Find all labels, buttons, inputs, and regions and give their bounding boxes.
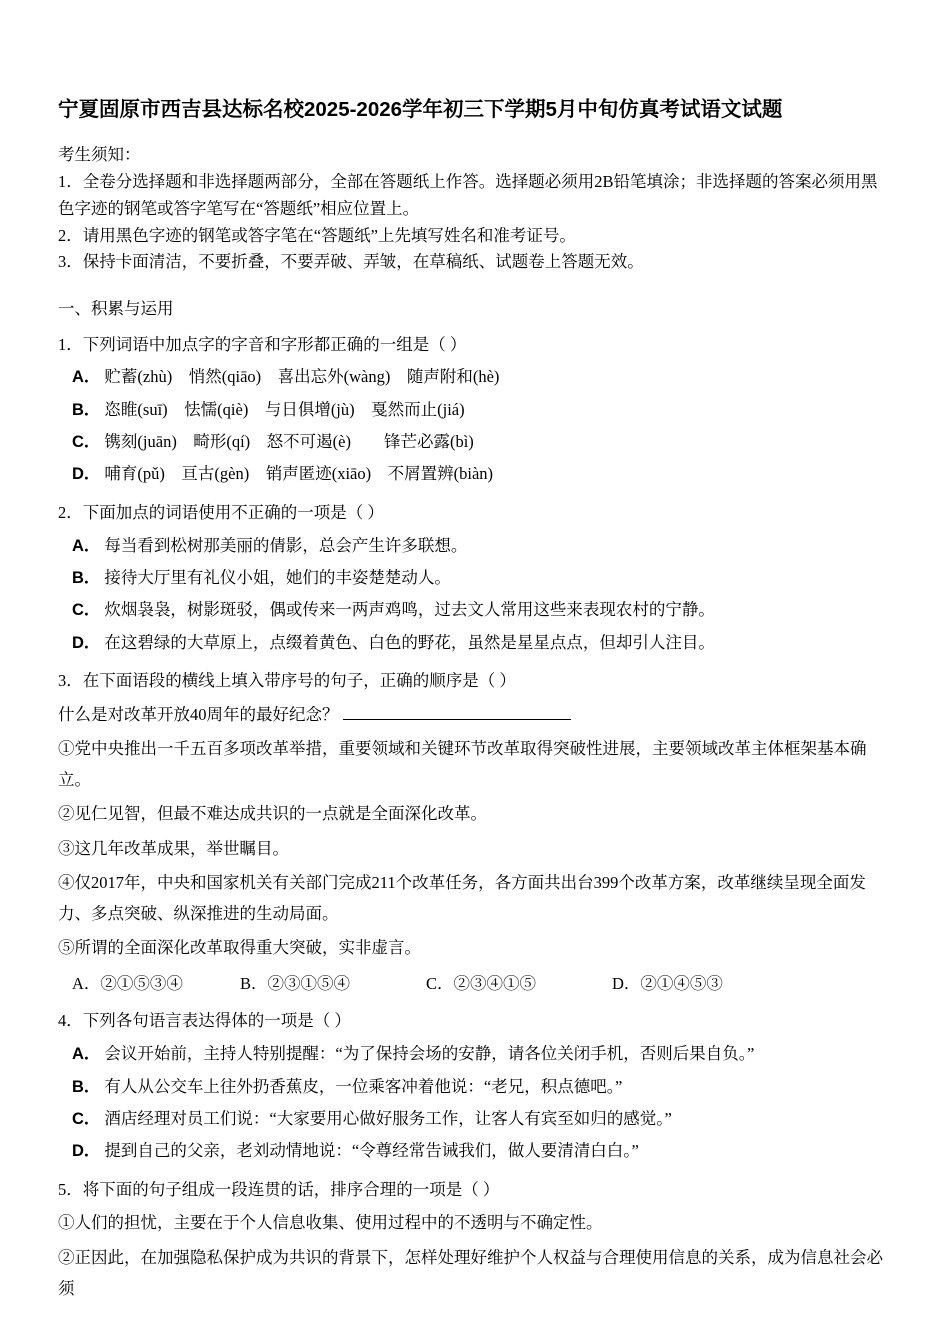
section-title: 一、积累与运用: [58, 299, 174, 319]
question-lead-text: 什么是对改革开放40周年的最好纪念？: [58, 704, 339, 724]
option-text: 会议开始前，主持人特别提醒：“为了保持会场的安静，请各位关闭手机，否则后果自负。”: [104, 1044, 755, 1064]
question-text: 下面加点的词语使用不正确的一项是（ ）: [82, 502, 384, 522]
option-b[interactable]: [240, 968, 426, 999]
notice-line-2: 2．请用黑色字迹的钢笔或答字笔在“答题纸”上先填写姓名和准考证号。: [58, 225, 576, 245]
option-d[interactable]: [72, 627, 892, 659]
option-label: D．: [72, 465, 101, 484]
option-c[interactable]: [72, 1103, 892, 1135]
question-stem: [58, 499, 892, 528]
option-text: 恣睢(suī) 怯懦(qiè) 与日俱增(jù) 戛然而止(jiá): [104, 399, 465, 419]
question-number: 2．: [58, 502, 83, 522]
option-label: D．: [72, 1142, 101, 1161]
question-lead: [58, 700, 892, 731]
ordering-item-4: ④仅2017年，中央和国家机关有关部门完成211个改革任务，各方面共出台399个改革方案，改革继续呈现全面发力、多点突破、纵深推进的生动局面。: [58, 873, 866, 923]
ordering-item-2: ②正因此，在加强隐私保护成为共识的背景下，怎样处理好维护个人权益与合理使用信息的关系，成为信息社会必须: [58, 1247, 883, 1298]
option-text: 提到自己的父亲，老刘动情地说：“令尊经常告诫我们，做人要清清白白。”: [104, 1141, 639, 1161]
option-text: ②③④①⑤: [453, 974, 537, 993]
option-label: B．: [240, 974, 268, 993]
option-label: A．: [72, 536, 101, 555]
question-number: 3．: [58, 671, 83, 690]
notice-heading: 考生须知：: [58, 144, 141, 164]
question-text: 在下面语段的横线上填入带序号的句子，正确的顺序是（ ）: [82, 671, 516, 690]
page-title: 宁夏固原市西吉县达标名校2025-2026学年初三下学期5月中旬仿真考试语文试题: [58, 98, 783, 121]
option-label: A．: [72, 974, 101, 993]
option-label: B．: [72, 1077, 101, 1096]
option-label: B．: [72, 568, 101, 587]
question-stem: [58, 667, 892, 696]
option-text: ②①⑤③④: [100, 974, 183, 993]
option-c[interactable]: [72, 426, 892, 458]
option-c[interactable]: [72, 594, 892, 626]
option-text: 每当看到松树那美丽的倩影，总会产生许多联想。: [104, 535, 468, 555]
question-text: 下列各句语言表达得体的一项是（ ）: [82, 1011, 351, 1031]
option-d[interactable]: [72, 1135, 892, 1167]
option-a[interactable]: [72, 1038, 892, 1070]
option-label: D．: [72, 633, 101, 652]
option-text: 在这碧绿的大草原上，点缀着黄色、白色的野花，虽然是星星点点，但却引人注目。: [104, 632, 715, 652]
option-text: 镌刻(juān) 畸形(qí) 怒不可遏(è) 锋芒必露(bì): [104, 432, 474, 452]
question-number: 4．: [58, 1011, 83, 1031]
ordering-item-5: ⑤所谓的全面深化改革取得重大突破，实非虚言。: [58, 938, 421, 958]
option-d[interactable]: [72, 458, 892, 490]
ordering-item-1: ①党中央推出一千五百多项改革举措，重要领域和关键环节改革取得突破性进展，主要领域改革主体框架基本确立。: [58, 739, 867, 789]
option-b[interactable]: [72, 394, 892, 426]
option-label: A．: [72, 1045, 101, 1064]
option-label: A．: [72, 368, 101, 387]
option-a[interactable]: [72, 361, 892, 393]
option-d[interactable]: [612, 968, 723, 999]
option-c[interactable]: [426, 968, 612, 999]
option-label: C．: [72, 1109, 101, 1128]
question-number: 5．: [58, 1179, 83, 1199]
option-text: ②①④⑤③: [640, 974, 723, 993]
question-number: 1．: [58, 334, 83, 354]
question-stem: [58, 331, 892, 360]
option-text: 酒店经理对员工们说：“大家要用心做好服务工作，让客人有宾至如归的感觉。”: [104, 1108, 672, 1128]
notice-line-1: 1．全卷分选择题和非选择题两部分，全部在答题纸上作答。选择题必须用2B铅笔填涂；非选择题的答案必须用黑色字迹的钢笔或答字笔写在“答题纸”相应位置上。: [58, 172, 878, 218]
ordering-item-3: ③这几年改革成果，举世瞩目。: [58, 838, 289, 858]
option-label: C．: [72, 433, 101, 452]
option-text: 有人从公交车上往外扔香蕉皮，一位乘客冲着他说：“老兄，积点德吧。”: [104, 1076, 623, 1096]
question-stem: [58, 1007, 892, 1036]
option-b[interactable]: [72, 562, 892, 594]
option-label: D．: [612, 974, 641, 993]
notice-line-3: 3．保持卡面清洁，不要折叠，不要弄破、弄皱，在草稿纸、试题卷上答题无效。: [58, 252, 644, 272]
ordering-item-2: ②见仁见智，但最不难达成共识的一点就是全面深化改革。: [58, 804, 487, 824]
option-text: 贮蓄(zhù) 悄然(qiāo) 喜出忘外(wàng) 随声附和(hè): [104, 367, 500, 387]
option-text: 炊烟袅袅，树影斑驳，偶或传来一两声鸡鸣，过去文人常用这些来表现农村的宁静。: [104, 600, 715, 620]
question-stem: [58, 1176, 892, 1205]
option-label: C．: [426, 974, 454, 993]
option-text: 接待大厅里有礼仪小姐，她们的丰姿楚楚动人。: [104, 567, 451, 587]
question-text: 将下面的句子组成一段连贯的话，排序合理的一项是（ ）: [82, 1179, 500, 1199]
ordering-item-1: ①人们的担忧，主要在于个人信息收集、使用过程中的不透明与不确定性。: [58, 1213, 603, 1233]
option-label: B．: [72, 400, 101, 419]
option-text: ②③①⑤④: [267, 974, 351, 993]
question-text: 下列词语中加点字的字音和字形都正确的一组是（ ）: [82, 334, 467, 354]
option-b[interactable]: [72, 1071, 892, 1103]
option-label: C．: [72, 601, 101, 620]
answer-options-row: [72, 968, 892, 999]
option-a[interactable]: [72, 968, 240, 999]
fill-blank-line: [343, 705, 571, 720]
option-a[interactable]: [72, 530, 892, 562]
option-text: 哺育(pǔ) 亘古(gèn) 销声匿迹(xiāo) 不屑置辨(biàn): [104, 464, 494, 484]
